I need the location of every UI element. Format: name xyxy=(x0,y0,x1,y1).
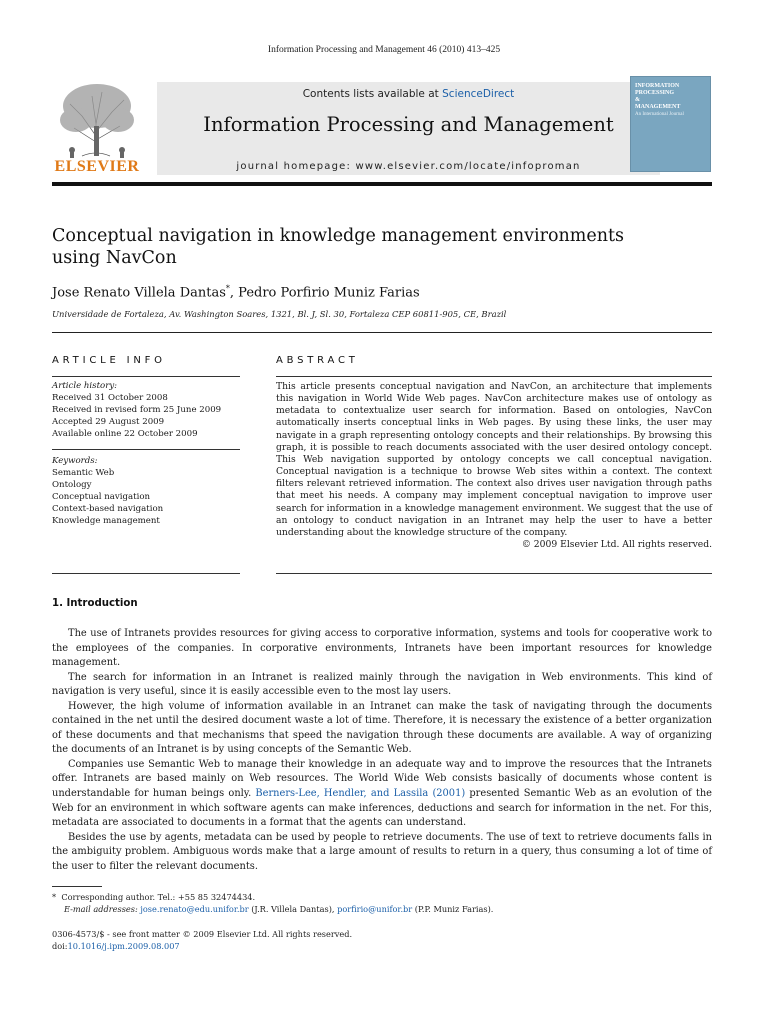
article-history-head: Article history: xyxy=(52,381,118,391)
journal-masthead xyxy=(52,76,712,180)
header-rule xyxy=(52,182,712,186)
author-separator: , xyxy=(229,285,239,301)
paragraph xyxy=(52,758,712,831)
running-head: Information Processing and Management 46 (2010) 413–425 xyxy=(267,45,501,55)
footnote-rule xyxy=(52,886,102,887)
sciencedirect-link[interactable]: ScienceDirect xyxy=(442,88,515,100)
author-name: Pedro Porfirio Muniz Farias xyxy=(238,285,420,301)
journal-title: Information Processing and Management xyxy=(203,113,614,136)
citation-link[interactable]: Berners-Lee, Hendler, and Lassila (2001) xyxy=(255,788,466,800)
article-title xyxy=(52,225,672,269)
history-item: Received in revised form 25 June 2009 xyxy=(52,405,222,415)
paragraph: However, the high volume of information available in an Intranet can make the task of navigating through the documents contained in the net until the desired document waste a lot of time. Therefore, it is necessary the existence of a better organization of these documents and that mechanisms that speed the navigation through these documents are available. A way of organizing the documents of an Intranet is by using concepts of the Semantic Web. xyxy=(52,700,712,756)
doi-link[interactable]: 10.1016/j.ipm.2009.08.007 xyxy=(67,941,180,951)
abstract-body xyxy=(276,381,712,551)
article-info-rule xyxy=(52,376,240,377)
paragraph-text: presented Semantic Web as an evolution of the Web for an environment in which software agents can make inferences, deductions and search for information in the net. For this, metadata are associated to documents in a format that the agents can understand. xyxy=(52,788,712,829)
abstract-label: ABSTRACT xyxy=(276,355,359,366)
section-heading-introduction: 1. Introduction xyxy=(52,598,138,609)
email-link[interactable]: porfirio@unifor.br xyxy=(337,904,413,914)
keywords-head: Keywords: xyxy=(52,456,98,466)
corresponding-author-mark[interactable]: * xyxy=(225,284,230,293)
keywords xyxy=(52,455,242,527)
keywords-rule xyxy=(52,449,240,450)
paragraph-text: Companies use Semantic Web to manage their knowledge in an adequate way and to improve the resources that the Intranets offer. Intranets are based mainly on Web resources. The World Wide Web consists basically of documents whose content is understandable for human beings only. xyxy=(52,758,712,800)
cover-subtitle: An International Journal xyxy=(635,112,684,117)
contents-prefix: Contents lists available at xyxy=(302,88,443,100)
keyword-item: Semantic Web xyxy=(52,468,115,478)
article-info-label: ARTICLE INFO xyxy=(52,355,166,366)
elsevier-logo-text: ELSEVIER xyxy=(54,158,140,175)
abstract-copyright: © 2009 Elsevier Ltd. All rights reserved. xyxy=(521,539,712,551)
email-label: E-mail addresses: xyxy=(64,904,138,914)
author-affiliation: Universidade de Fortaleza, Av. Washington Soares, 1321, Bl. J, Sl. 30, Fortaleza CEP 60811-905, CE, Brazil xyxy=(52,309,507,319)
journal-banner xyxy=(157,82,660,175)
email-owner: (J.R. Villela Dantas), xyxy=(248,904,338,914)
history-item: Accepted 29 August 2009 xyxy=(52,417,165,427)
doi-label: doi: xyxy=(52,941,68,951)
corresponding-author-note xyxy=(52,891,712,903)
history-item: Received 31 October 2008 xyxy=(52,393,168,403)
article-info-bottom-rule xyxy=(52,573,240,574)
email-note xyxy=(52,903,712,915)
keyword-item: Conceptual navigation xyxy=(52,492,151,502)
affiliation-rule xyxy=(52,332,712,333)
article-history xyxy=(52,380,242,440)
abstract-text: This article presents conceptual navigation and NavCon, an architecture that implements this navigation in World Wide Web pages. NavCon architecture makes use of ontology as metadata to contextualize user search for information. Based on ontologies, NavCon automatically inserts conceptual links in Web pages. By using these links, the user may navigate in a graph representing ontology concepts and their relationships. By browsing this graph, it is possible to reach documents associated with the user desired ontology concept. This Web navigation supported by ontology concepts we call conceptual navigation. Conceptual navigation is a technique to browse Web sites within a context. The context filters relevant retrieved information. The context also drives user navigation through paths that meet his needs. A company may implement conceptual navigation to improve user search for information in a knowledge management environment. We suggest that the use of an ontology to conduct navigation in an Intranet may help the user to have a better understanding about the knowledge structure of the company. xyxy=(276,381,712,538)
journal-homepage[interactable]: journal homepage: www.elsevier.com/locate/infoproman xyxy=(236,161,581,172)
cover-title-line: PROCESSING xyxy=(635,90,675,96)
keyword-item: Knowledge management xyxy=(52,516,160,526)
cover-title-line: & xyxy=(635,97,640,103)
cover-title-line: MANAGEMENT xyxy=(635,104,681,110)
doi-line xyxy=(52,940,352,952)
author-list xyxy=(52,284,420,300)
footnote-mark: * xyxy=(52,892,57,902)
email-link[interactable]: jose.renato@edu.unifor.br xyxy=(140,904,249,914)
journal-cover-thumbnail xyxy=(630,76,711,172)
corresponding-author-text: Corresponding author. Tel.: +55 85 32474434. xyxy=(61,892,256,902)
introduction-body xyxy=(52,627,712,874)
article-title-line2: using NavCon xyxy=(52,248,177,268)
issn-line: 0306-4573/$ - see front matter © 2009 Elsevier Ltd. All rights reserved. xyxy=(52,929,353,939)
abstract-bottom-rule xyxy=(276,573,712,574)
author-name: Jose Renato Villela Dantas xyxy=(52,285,226,301)
abstract-rule xyxy=(276,376,712,377)
footnotes xyxy=(52,891,712,915)
history-item: Available online 22 October 2009 xyxy=(52,429,198,439)
article-title-line1: Conceptual navigation in knowledge management environments xyxy=(52,226,624,246)
paragraph: Besides the use by agents, metadata can be used by people to retrieve documents. The use of text to retrieve documents falls in the ambiguity problem. Ambiguous words make that a large amount of results to return in a query, thus consuming a lot of time of the user to filter the relevant documents. xyxy=(52,831,712,872)
contents-available xyxy=(157,88,660,100)
cover-title-line: INFORMATION xyxy=(635,83,680,89)
paragraph: The search for information in an Intranet is realized mainly through the navigation in Web environments. This kind of navigation is very useful, since it is easily accessible even to the most lay users. xyxy=(52,671,712,698)
keyword-item: Ontology xyxy=(52,480,92,490)
email-owner: (P.P. Muniz Farias). xyxy=(412,904,494,914)
paragraph: The use of Intranets provides resources for giving access to corporative information, systems and tools for cooperative work to the employees of the companies. In corporative environments, Intranets have been important resources for knowledge management. xyxy=(52,628,712,669)
keyword-item: Context-based navigation xyxy=(52,504,164,514)
front-matter-info xyxy=(52,928,352,952)
